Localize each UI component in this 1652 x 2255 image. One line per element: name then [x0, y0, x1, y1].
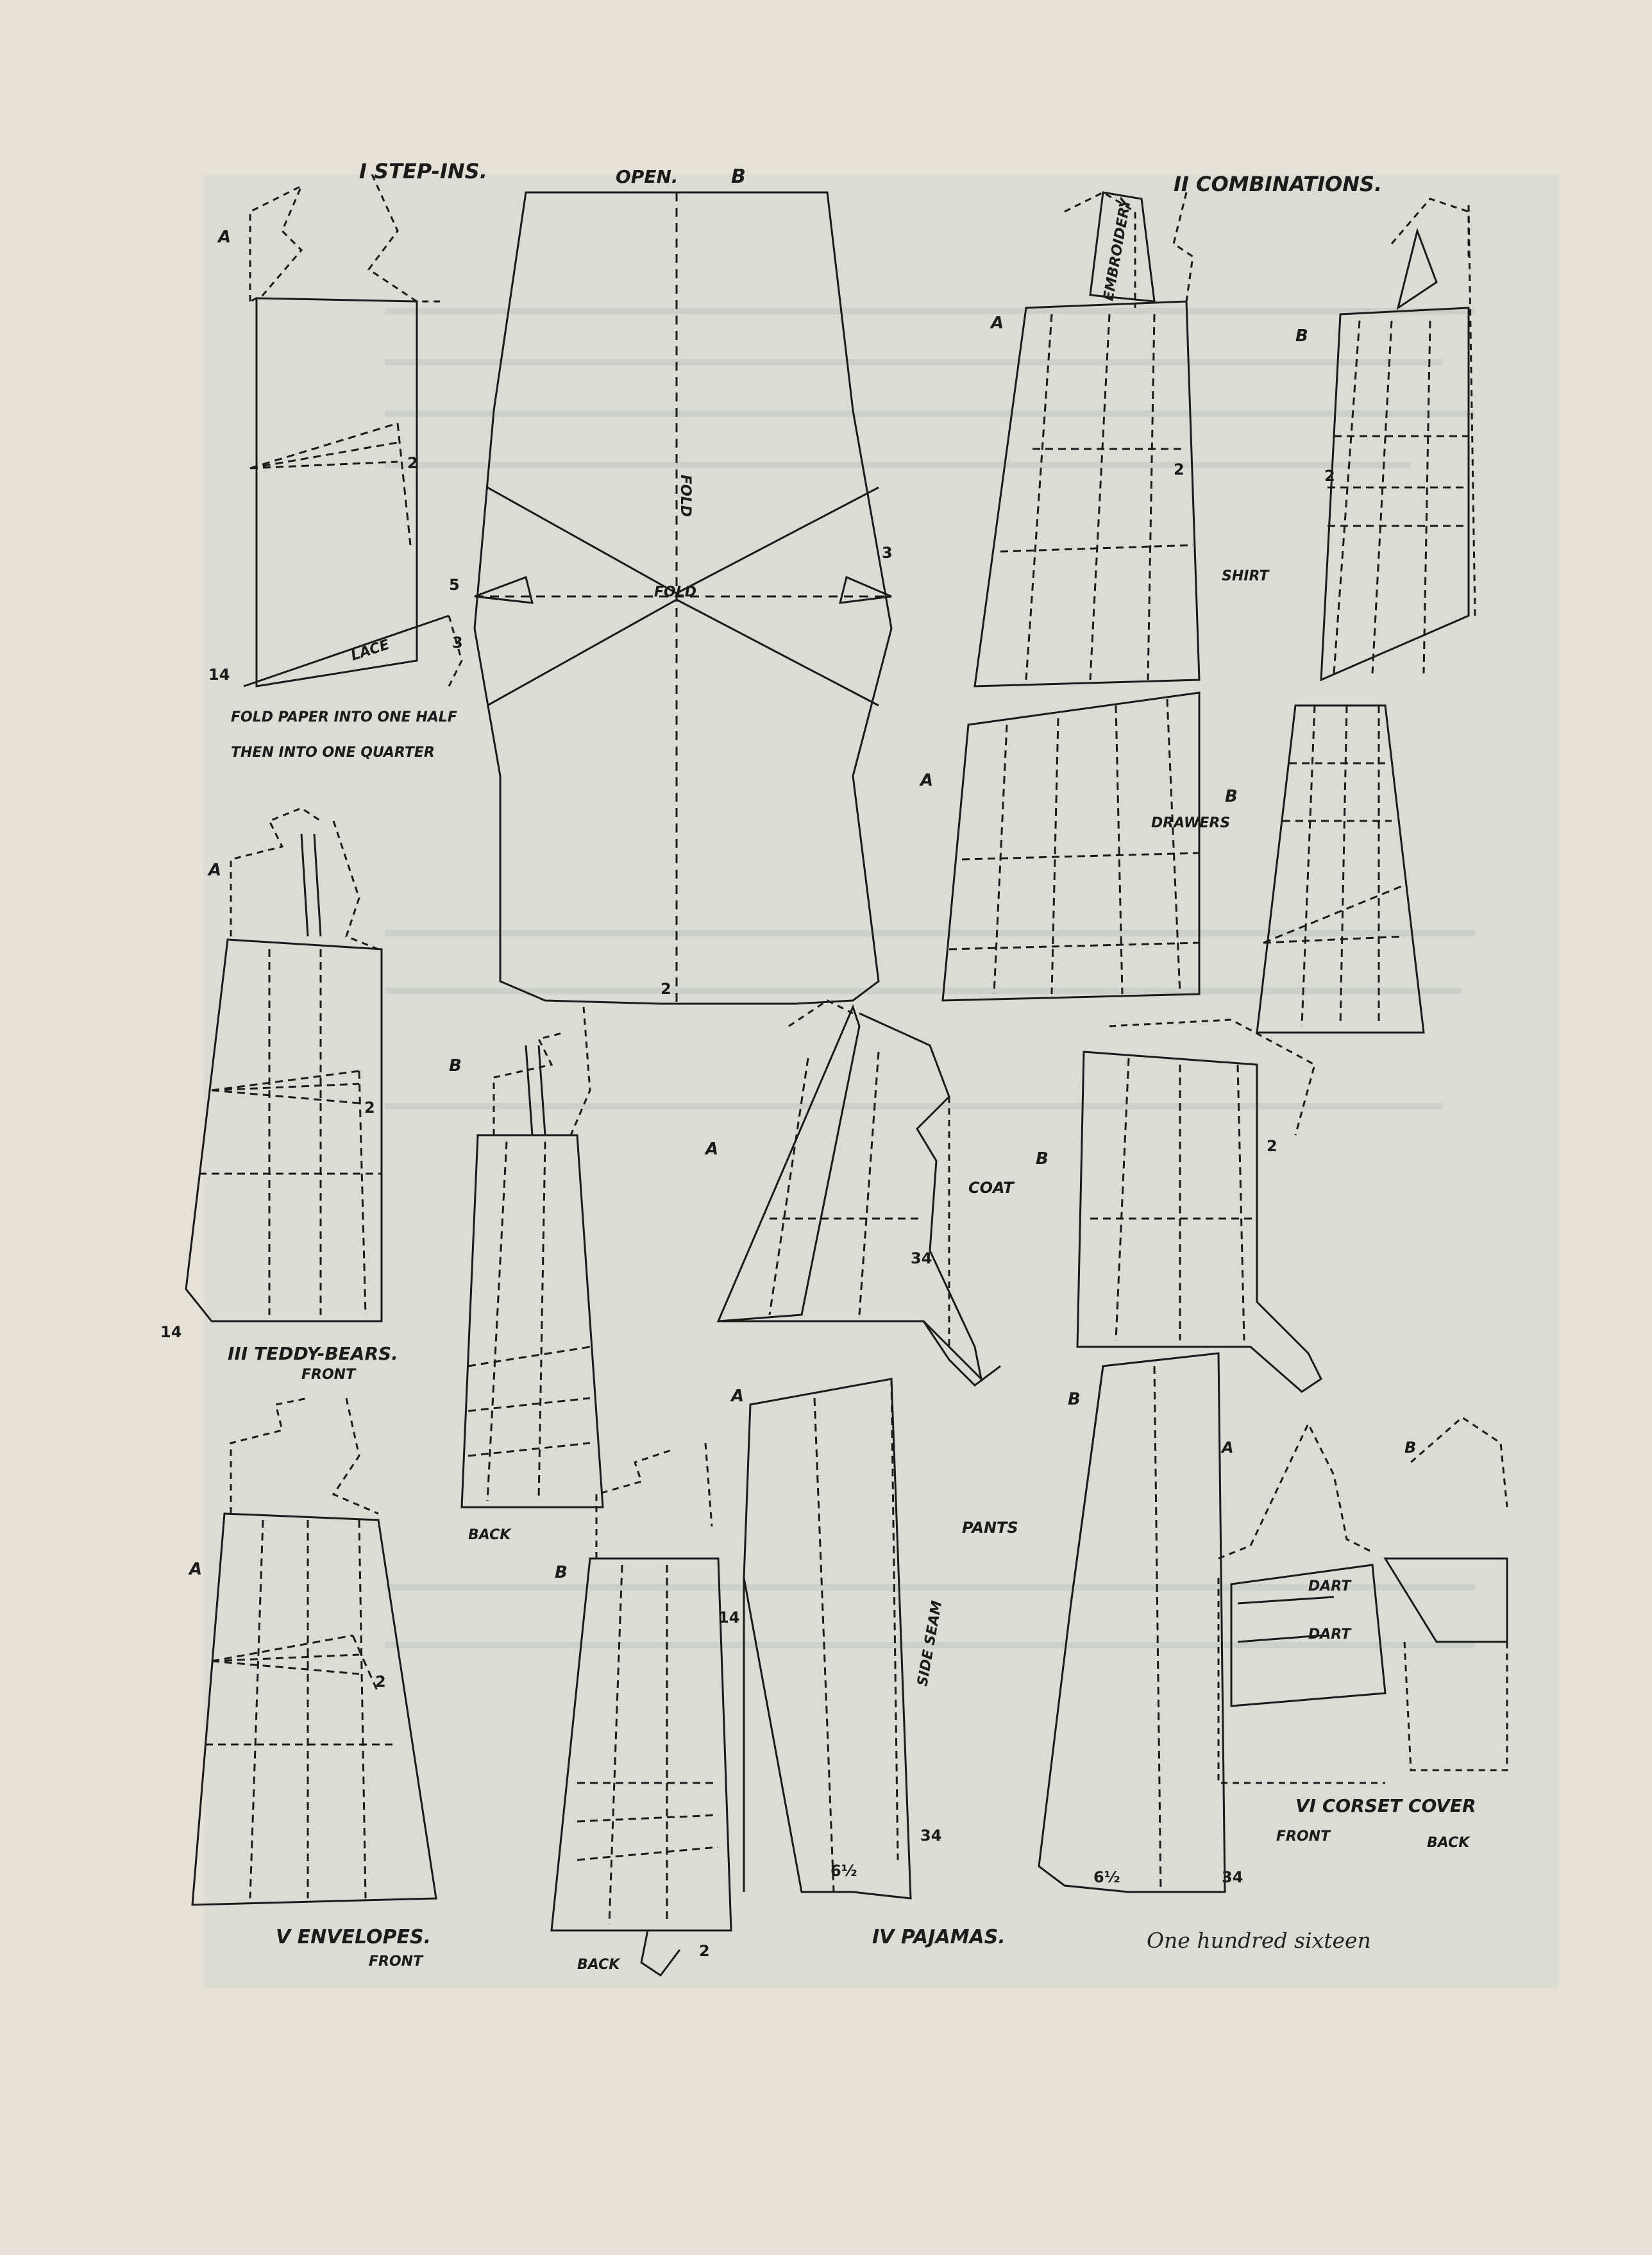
combinations-title: II COMBINATIONS.	[1174, 172, 1383, 196]
pajamas-title: IV PAJAMAS.	[872, 1926, 1006, 1948]
teddy-back-label: BACK	[468, 1527, 511, 1543]
combinations-number: 2	[1174, 460, 1184, 478]
letter-b-envelopes: B	[555, 1563, 568, 1582]
letter-a-teddy: A	[208, 861, 222, 880]
lace-label: LACE	[349, 636, 392, 664]
page-caption: One hundred sixteen	[1147, 1928, 1371, 1953]
coat-pattern-b	[1077, 1020, 1321, 1392]
open-number: 2	[661, 980, 671, 998]
coat-pattern-a	[718, 1001, 1000, 1385]
coat-number: 34	[911, 1249, 932, 1267]
pajamas-number: 6½	[830, 1862, 857, 1880]
drawers-label: DRAWERS	[1151, 815, 1231, 831]
fold-horizontal-label: FOLD	[654, 584, 697, 600]
teddy-bears-title: III TEDDY-BEARS.	[228, 1343, 398, 1364]
envelopes-title: V ENVELOPES.	[276, 1926, 432, 1948]
corset-cover-front	[1218, 1424, 1385, 1783]
letter-a-coat: A	[705, 1140, 719, 1159]
corset-cover-title: VI CORSET COVER	[1295, 1795, 1476, 1816]
step-ins-number: 2	[407, 454, 418, 472]
step-ins-number: 3	[452, 634, 463, 652]
pajamas-number: 14	[718, 1609, 740, 1626]
step-ins-pattern-a	[244, 174, 462, 686]
pajamas-pattern-a	[744, 1379, 911, 1898]
teddy-bears-pattern-b	[462, 1007, 603, 1507]
envelopes-pattern-b	[552, 1443, 731, 1975]
corset-front-label: FRONT	[1276, 1828, 1331, 1845]
envelopes-number: 2	[699, 1942, 710, 1960]
pajamas-pattern-b	[1039, 1353, 1225, 1892]
envelopes-front-label: FRONT	[369, 1954, 423, 1970]
corset-cover-back	[1385, 1417, 1507, 1770]
letter-a-step-ins: A	[218, 228, 232, 247]
letter-b-combinations: B	[1295, 326, 1308, 346]
pajamas-number: 34	[920, 1827, 942, 1845]
letter-a-drawers: A	[920, 771, 934, 790]
fold-note-line-1: FOLD PAPER INTO ONE HALF	[231, 709, 457, 725]
coat-label: COAT	[968, 1179, 1014, 1197]
letter-b-corset: B	[1404, 1439, 1417, 1457]
letter-a-corset: A	[1222, 1439, 1234, 1457]
pants-label: PANTS	[962, 1519, 1018, 1537]
letter-b-coat: B	[1036, 1149, 1049, 1169]
letter-a-envelopes: A	[189, 1560, 203, 1579]
pajamas-number: 34	[1222, 1868, 1243, 1886]
coat-number: 2	[1267, 1137, 1277, 1155]
open-label: OPEN.	[616, 166, 678, 187]
envelopes-number: 2	[375, 1673, 386, 1691]
teddy-number: 14	[160, 1323, 182, 1341]
fold-note-line-2: THEN INTO ONE QUARTER	[231, 745, 435, 761]
letter-a-pajamas: A	[731, 1387, 745, 1406]
fold-vertical-label: FOLD	[677, 475, 693, 518]
letter-b-drawers: B	[1225, 787, 1238, 806]
dart-label: DART	[1308, 1626, 1351, 1643]
step-ins-title: I STEP-INS.	[359, 159, 487, 183]
step-ins-number: 5	[449, 576, 460, 594]
open-number: 3	[882, 544, 893, 562]
pajamas-number: 6½	[1093, 1868, 1120, 1886]
drawers-pattern-b	[1257, 705, 1424, 1033]
shirt-label: SHIRT	[1222, 568, 1269, 584]
envelopes-back-label: BACK	[577, 1957, 620, 1973]
combinations-shirt-a	[975, 192, 1199, 686]
teddy-number: 2	[364, 1099, 375, 1117]
letter-b-open: B	[731, 165, 746, 188]
side-seam-label: SIDE SEAM	[914, 1599, 946, 1688]
letter-b-pajamas: B	[1068, 1390, 1081, 1409]
teddy-front-label: FRONT	[301, 1367, 356, 1383]
dart-label: DART	[1308, 1578, 1351, 1594]
letter-b-teddy: B	[449, 1056, 462, 1076]
corset-back-label: BACK	[1427, 1835, 1470, 1851]
combinations-number: 2	[1324, 467, 1335, 485]
embroidery-label: EMBROIDERY	[1100, 197, 1134, 303]
combinations-shirt-b	[1321, 199, 1475, 680]
letter-a-combinations: A	[991, 314, 1004, 333]
teddy-bears-pattern-a	[186, 808, 382, 1321]
envelopes-pattern-a	[192, 1398, 436, 1905]
drawers-pattern-a	[943, 693, 1199, 1001]
step-ins-number: 14	[208, 666, 230, 684]
